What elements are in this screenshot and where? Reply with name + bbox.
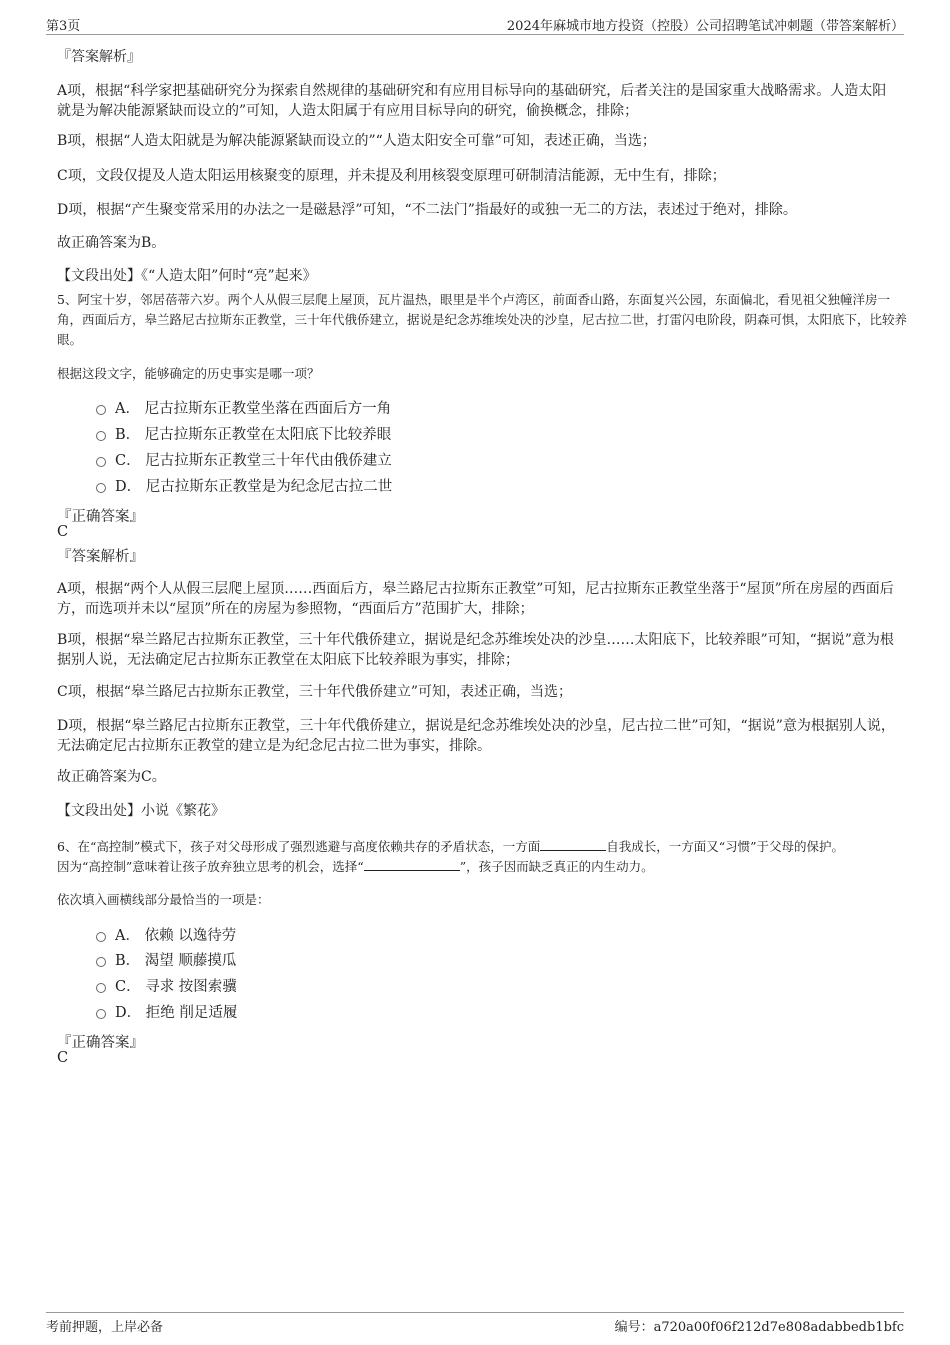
analysis-option-a: A项，根据“两个人从假三层爬上屋顶……西面后方，皋兰路尼古拉斯东正教堂”可知，尼古拉斯东正教堂坐落于“屋顶”所在房屋的西面后方，而选项并未以“屋顶”所在的房屋为参照物，“西面后方”范围扩大，排除； bbox=[57, 581, 894, 617]
analysis-option-b: B项，根据“皋兰路尼古拉斯东正教堂，三十年代俄侨建立，据说是纪念苏维埃处决的沙皇……太阳底下，比较养眼”可知，“据说”意为根据别人说，无法确定尼古拉斯东正教堂在太阳底下比较养眼为事实，排除； bbox=[57, 632, 894, 668]
q6-option-d[interactable] bbox=[96, 1003, 237, 1023]
question-5-prompt: 根据这段文字，能够确定的历史事实是哪一项？ bbox=[57, 366, 320, 381]
q6-stem-part3: 因为“高控制”意味着让孩子放弃独立思考的机会，选择“ bbox=[57, 859, 364, 874]
analysis-conclusion: 故正确答案为B。 bbox=[57, 235, 166, 251]
q6-option-c[interactable] bbox=[96, 977, 237, 997]
q6-stem-part2: 自我成长，一方面又“习惯”于父母的保护。 bbox=[606, 839, 845, 854]
correct-answer-value: C bbox=[57, 1050, 69, 1066]
analysis-option-d: D项，根据“产生聚变常采用的办法之一是磁悬浮”可知，“不二法门”指最好的或独一无二的方法，表述过于绝对，排除。 bbox=[57, 202, 797, 218]
question-5-passage: 5、阿宝十岁，邻居蓓蒂六岁。两个人从假三层爬上屋顶，瓦片温热，眼里是半个卢湾区，前面香山路，东面复兴公园，东面偏北，看见祖父独幢洋房一角，西面后方，皋兰路尼古拉斯东正教堂，三十年代俄侨建立，据说是纪念苏维埃处决的沙皇，尼古拉二世，打雷闪电阶段，阴森可惧，太阳底下，比较养眼。 bbox=[57, 292, 908, 347]
q5-option-c-label: C． 尼古拉斯东正教堂三十年代由俄侨建立 bbox=[115, 453, 392, 469]
q5-option-a[interactable] bbox=[96, 399, 391, 419]
radio-icon[interactable] bbox=[96, 457, 106, 467]
radio-icon[interactable] bbox=[96, 983, 106, 993]
analysis-conclusion: 故正确答案为C。 bbox=[57, 769, 166, 785]
q5-option-b-label: B． 尼古拉斯东正教堂在太阳底下比较养眼 bbox=[115, 427, 392, 443]
q6-option-d-label: D． 拒绝 削足适履 bbox=[115, 1005, 238, 1021]
page-number: 第3页 bbox=[46, 19, 81, 34]
answer-analysis-label: 『答案解析』 bbox=[57, 49, 141, 65]
page-footer bbox=[46, 1312, 904, 1335]
q5-option-d-label: D． 尼古拉斯东正教堂是为纪念尼古拉二世 bbox=[115, 479, 393, 495]
fill-blank-2[interactable] bbox=[364, 858, 460, 871]
analysis-option-a: A项，根据“科学家把基础研究分为探索自然规律的基础研究和有应用目标导向的基础研究，后者关注的是国家重大战略需求。人造太阳就是为解决能源紧缺而设立的”可知，人造太阳属于有应用目标导向的研究，偷换概念，排除； bbox=[57, 83, 887, 119]
fill-blank-1[interactable] bbox=[540, 838, 606, 851]
radio-icon[interactable] bbox=[96, 431, 106, 441]
q6-option-a-label: A． 依赖 以逸待劳 bbox=[115, 928, 237, 944]
radio-icon[interactable] bbox=[96, 483, 106, 493]
correct-answer-value: C bbox=[57, 524, 69, 540]
analysis-option-d: D项，根据“皋兰路尼古拉斯东正教堂，三十年代俄侨建立，据说是纪念苏维埃处决的沙皇，尼古拉二世”可知，“据说”意为根据别人说，无法确定尼古拉斯东正教堂的建立是为纪念尼古拉二世为事实，排除。 bbox=[57, 718, 895, 754]
page-header bbox=[46, 14, 904, 35]
radio-icon[interactable] bbox=[96, 932, 106, 942]
analysis-option-c: C项，文段仅提及人造太阳运用核聚变的原理，并未提及利用核裂变原理可研制清洁能源，无中生有，排除； bbox=[57, 168, 726, 184]
question-6-stem bbox=[57, 837, 907, 857]
document-id: 编号：a720a00f06f212d7e808adabbedb1bfc bbox=[614, 1320, 904, 1335]
q6-option-a[interactable] bbox=[96, 926, 236, 946]
q6-option-b[interactable] bbox=[96, 951, 236, 971]
correct-answer-label: 『正确答案』 bbox=[57, 1035, 144, 1051]
q6-option-b-label: B． 渴望 顺藤摸瓜 bbox=[115, 953, 237, 969]
q6-option-c-label: C． 寻求 按图索骥 bbox=[115, 979, 237, 995]
q5-option-c[interactable] bbox=[96, 451, 392, 471]
question-6-prompt: 依次填入画横线部分最恰当的一项是： bbox=[57, 892, 270, 907]
analysis-option-b: B项，根据“人造太阳就是为解决能源紧缺而设立的”“人造太阳安全可靠”可知，表述正确，当选； bbox=[57, 133, 656, 149]
radio-icon[interactable] bbox=[96, 957, 106, 967]
radio-icon[interactable] bbox=[96, 1009, 106, 1019]
passage-source: 【文段出处】小说《繁花》 bbox=[57, 803, 225, 819]
question-6-stem-line2 bbox=[57, 857, 907, 877]
radio-icon[interactable] bbox=[96, 405, 106, 415]
answer-analysis-label: 『答案解析』 bbox=[57, 549, 144, 565]
correct-answer-label: 『正确答案』 bbox=[57, 509, 144, 525]
q5-option-a-label: A． 尼古拉斯东正教堂坐落在西面后方一角 bbox=[115, 401, 392, 417]
q5-option-d[interactable] bbox=[96, 477, 392, 497]
passage-source: 【文段出处】《“人造太阳”何时“亮”起来》 bbox=[57, 268, 317, 284]
document-title: 2024年麻城市地方投资（控股）公司招聘笔试冲刺题（带答案解析） bbox=[506, 19, 904, 34]
q5-option-b[interactable] bbox=[96, 425, 391, 445]
q6-stem-part4: ”，孩子因而缺乏真正的内生动力。 bbox=[459, 859, 654, 874]
footer-slogan: 考前押题，上岸必备 bbox=[46, 1320, 164, 1335]
q6-stem-part1: 6、在“高控制”模式下，孩子对父母形成了强烈逃避与高度依赖共存的矛盾状态，一方面 bbox=[57, 839, 541, 854]
analysis-option-c: C项，根据“皋兰路尼古拉斯东正教堂，三十年代俄侨建立”可知，表述正确，当选； bbox=[57, 684, 573, 700]
